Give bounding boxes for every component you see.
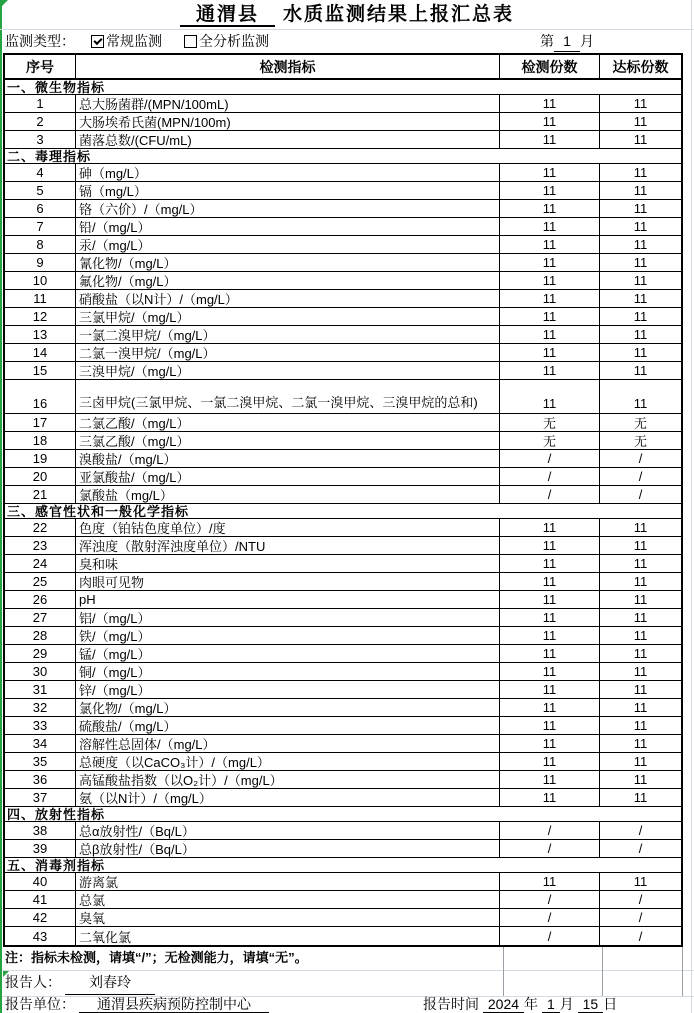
tested-count-cell: 11 bbox=[500, 95, 600, 112]
section-header: 五、消毒剂指标 bbox=[5, 858, 681, 873]
tested-count-cell: 11 bbox=[500, 308, 600, 325]
tested-count-cell: / bbox=[500, 822, 600, 839]
passed-count-cell: 11 bbox=[633, 96, 648, 111]
indicator-cell: 三氯乙酸/（mg/L） bbox=[76, 432, 500, 449]
indicator-cell: 氨（以N计）/（mg/L） bbox=[76, 789, 500, 806]
passed-count-cell: 11 bbox=[633, 309, 648, 324]
passed-count-cell: 11 bbox=[633, 363, 648, 378]
table-row bbox=[5, 432, 681, 450]
report-month bbox=[540, 31, 594, 52]
sheet-gridline-vertical bbox=[691, 0, 692, 1013]
table-row bbox=[5, 627, 681, 645]
tested-count-cell: / bbox=[500, 840, 600, 857]
tested-count-cell: 11 bbox=[500, 344, 600, 361]
year-unit: 年 bbox=[524, 996, 539, 1012]
reporter-name: 刘春玲 bbox=[65, 970, 155, 995]
monitor-type-label: 监测类型： bbox=[5, 33, 75, 49]
passed-count-cell: 11 bbox=[633, 273, 648, 288]
row-no-cell: 20 bbox=[5, 468, 76, 485]
tested-count-cell: 11 bbox=[500, 645, 600, 662]
passed-count-cell: 11 bbox=[633, 255, 648, 270]
passed-count-cell: 11 bbox=[633, 556, 648, 571]
row-no-cell: 5 bbox=[5, 182, 76, 199]
passed-count-cell: 11 bbox=[633, 790, 648, 805]
tested-count-cell: 11 bbox=[500, 254, 600, 271]
indicator-cell: 总α放射性/（Bq/L） bbox=[76, 822, 500, 839]
passed-count-cell: 11 bbox=[633, 574, 648, 589]
row-no-cell: 28 bbox=[5, 627, 76, 644]
tested-count-cell: 11 bbox=[500, 182, 600, 199]
table-row bbox=[5, 272, 681, 290]
passed-count-cell: 11 bbox=[633, 327, 648, 342]
table-row bbox=[5, 254, 681, 272]
indicator-cell: 二氯一溴甲烷/（mg/L） bbox=[76, 344, 500, 361]
indicator-cell: 铬（六价）/（mg/L） bbox=[76, 200, 500, 217]
checked-checkbox-icon[interactable] bbox=[91, 35, 104, 48]
county-name: 通渭县 bbox=[180, 4, 275, 27]
row-no-cell: 38 bbox=[5, 822, 76, 839]
tested-count-cell: 11 bbox=[500, 555, 600, 572]
row-no-cell: 15 bbox=[5, 362, 76, 379]
table-row bbox=[5, 609, 681, 627]
table-row bbox=[5, 717, 681, 735]
passed-count-cell: / bbox=[638, 928, 643, 944]
tested-count-cell: 11 bbox=[500, 362, 600, 379]
indicator-cell: 硝酸盐（以N计）/（mg/L） bbox=[76, 290, 500, 307]
indicator-cell: 游离氯 bbox=[76, 873, 500, 890]
table-row bbox=[5, 362, 681, 380]
row-no-cell: 42 bbox=[5, 909, 76, 926]
day-unit: 日 bbox=[603, 996, 618, 1012]
month-value: 1 bbox=[554, 31, 580, 52]
row-no-cell: 39 bbox=[5, 840, 76, 857]
passed-count-cell: 11 bbox=[633, 165, 648, 180]
tested-count-cell: 11 bbox=[500, 609, 600, 626]
table-row bbox=[5, 789, 681, 807]
indicator-cell: 臭氧 bbox=[76, 909, 500, 926]
tested-count-cell: 11 bbox=[500, 200, 600, 217]
table-row bbox=[5, 840, 681, 858]
routine-monitor-option[interactable] bbox=[91, 31, 162, 51]
full-analysis-label: 全分析监测 bbox=[199, 33, 269, 49]
indicator-cell: 溴酸盐/（mg/L） bbox=[76, 450, 500, 467]
year-value: 2024 bbox=[483, 996, 524, 1013]
table-row bbox=[5, 182, 681, 200]
section-header: 二、毒理指标 bbox=[5, 149, 681, 164]
tested-count-cell: 11 bbox=[500, 131, 600, 148]
month-unit: 月 bbox=[559, 996, 574, 1012]
indicator-cell: 铜/（mg/L） bbox=[76, 663, 500, 680]
passed-count-cell: 11 bbox=[633, 183, 648, 198]
table-row bbox=[5, 555, 681, 573]
tested-count-cell: 11 bbox=[500, 113, 600, 130]
row-no-cell: 40 bbox=[5, 873, 76, 890]
row-no-cell: 4 bbox=[5, 164, 76, 181]
passed-count-cell: 11 bbox=[633, 736, 648, 751]
row-no-cell: 22 bbox=[5, 519, 76, 536]
table-row bbox=[5, 218, 681, 236]
passed-count-cell: 11 bbox=[633, 754, 648, 769]
indicator-cell: 锰/（mg/L） bbox=[76, 645, 500, 662]
passed-count-cell: 11 bbox=[633, 291, 648, 306]
row-no-cell: 25 bbox=[5, 573, 76, 590]
row-no-cell: 18 bbox=[5, 432, 76, 449]
tested-count-cell: / bbox=[500, 909, 600, 926]
row-no-cell: 31 bbox=[5, 681, 76, 698]
row-no-cell: 9 bbox=[5, 254, 76, 271]
reporter-row bbox=[3, 970, 683, 996]
month-prefix: 第 bbox=[540, 33, 554, 49]
passed-count-cell: 无 bbox=[633, 434, 647, 449]
tested-count-cell: 11 bbox=[500, 218, 600, 235]
row-no-cell: 8 bbox=[5, 236, 76, 253]
table-row bbox=[5, 131, 681, 149]
indicator-cell: 总β放射性/（Bq/L） bbox=[76, 840, 500, 857]
tested-count-cell: 11 bbox=[500, 537, 600, 554]
indicator-cell: 三卤甲烷(三氯甲烷、一氯二溴甲烷、二氯一溴甲烷、三溴甲烷的总和) bbox=[76, 380, 500, 413]
passed-count-cell: 11 bbox=[633, 628, 648, 643]
passed-count-cell: 11 bbox=[633, 592, 648, 607]
tested-count-cell: / bbox=[500, 891, 600, 908]
indicator-cell: 锌/（mg/L） bbox=[76, 681, 500, 698]
time-label: 报告时间 bbox=[423, 996, 479, 1012]
routine-monitor-label: 常规监测 bbox=[106, 33, 162, 49]
tested-count-cell: / bbox=[500, 927, 600, 945]
row-no-cell: 3 bbox=[5, 131, 76, 148]
tested-count-cell: 11 bbox=[500, 573, 600, 590]
table-row bbox=[5, 200, 681, 218]
reporter-label: 报告人： bbox=[5, 974, 61, 990]
tested-count-cell: / bbox=[500, 468, 600, 485]
tested-count-cell: 11 bbox=[500, 591, 600, 608]
tested-count-cell: 11 bbox=[500, 789, 600, 806]
table-row bbox=[5, 699, 681, 717]
indicator-cell: 亚氯酸盐/（mg/L） bbox=[76, 468, 500, 485]
indicator-cell: 氯酸盐（mg/L） bbox=[76, 486, 500, 503]
table-row bbox=[5, 591, 681, 609]
passed-count-cell: 无 bbox=[633, 416, 647, 431]
tested-count-cell: 11 bbox=[500, 272, 600, 289]
tested-count-cell: 11 bbox=[500, 236, 600, 253]
tested-count-cell: 11 bbox=[500, 627, 600, 644]
report-unit-row bbox=[3, 996, 694, 1013]
full-analysis-option[interactable] bbox=[184, 31, 269, 51]
table-row bbox=[5, 519, 681, 537]
col-header-tested: 检测份数 bbox=[500, 55, 600, 78]
passed-count-cell: 11 bbox=[633, 219, 648, 234]
section-header: 四、放射性指标 bbox=[5, 807, 681, 822]
title-text: 水质监测结果上报汇总表 bbox=[283, 4, 515, 25]
row-no-cell: 17 bbox=[5, 414, 76, 431]
table-row bbox=[5, 537, 681, 555]
table-row bbox=[5, 468, 681, 486]
table-row bbox=[5, 164, 681, 182]
passed-count-cell: 11 bbox=[633, 682, 648, 697]
passed-count-cell: 11 bbox=[633, 396, 648, 411]
indicator-cell: pH bbox=[76, 591, 500, 608]
table-row bbox=[5, 486, 681, 504]
row-no-cell: 37 bbox=[5, 789, 76, 806]
section-header: 三、感官性状和一般化学指标 bbox=[5, 504, 681, 519]
tested-count-cell: 11 bbox=[500, 519, 600, 536]
tested-count-cell: / bbox=[500, 486, 600, 503]
indicator-cell: 铁/（mg/L） bbox=[76, 627, 500, 644]
row-no-cell: 14 bbox=[5, 344, 76, 361]
table-header-row bbox=[5, 55, 681, 80]
tested-count-cell: 11 bbox=[500, 663, 600, 680]
day-value: 15 bbox=[578, 996, 604, 1013]
table-row bbox=[5, 891, 681, 909]
indicator-cell: 汞/（mg/L） bbox=[76, 236, 500, 253]
indicator-cell: 镉（mg/L） bbox=[76, 182, 500, 199]
unit-name: 通渭县疾病预防控制中心 bbox=[79, 996, 269, 1013]
monitor-type-row bbox=[3, 31, 683, 53]
row-no-cell: 1 bbox=[5, 95, 76, 112]
passed-count-cell: / bbox=[638, 841, 643, 856]
col-header-indicator: 检测指标 bbox=[76, 55, 500, 78]
passed-count-cell: / bbox=[638, 892, 643, 907]
row-no-cell: 36 bbox=[5, 771, 76, 788]
footnote: 注：指标未检测，请填“/”；无检测能力，请填“无”。 bbox=[5, 950, 308, 965]
row-no-cell: 24 bbox=[5, 555, 76, 572]
indicator-cell: 一氯二溴甲烷/（mg/L） bbox=[76, 326, 500, 343]
row-no-cell: 7 bbox=[5, 218, 76, 235]
tested-count-cell: 11 bbox=[500, 681, 600, 698]
unchecked-checkbox-icon[interactable] bbox=[184, 35, 197, 48]
passed-count-cell: 11 bbox=[633, 538, 648, 553]
indicator-cell: 二氧化氯 bbox=[76, 927, 500, 945]
indicator-cell: 氰化物/（mg/L） bbox=[76, 254, 500, 271]
row-no-cell: 10 bbox=[5, 272, 76, 289]
row-no-cell: 16 bbox=[5, 380, 76, 413]
indicator-cell: 三溴甲烷/（mg/L） bbox=[76, 362, 500, 379]
tested-count-cell: 11 bbox=[500, 164, 600, 181]
month-number: 1 bbox=[542, 996, 560, 1013]
indicator-cell: 铝/（mg/L） bbox=[76, 609, 500, 626]
indicator-cell: 大肠埃希氏菌(MPN/100m) bbox=[76, 113, 500, 130]
passed-count-cell: 11 bbox=[633, 610, 648, 625]
passed-count-cell: 11 bbox=[633, 132, 648, 147]
indicator-cell: 肉眼可见物 bbox=[76, 573, 500, 590]
table-row bbox=[5, 909, 681, 927]
table-row bbox=[5, 735, 681, 753]
table-row bbox=[5, 450, 681, 468]
row-no-cell: 23 bbox=[5, 537, 76, 554]
table-row bbox=[5, 236, 681, 254]
tested-count-cell: 11 bbox=[500, 753, 600, 770]
table-row bbox=[5, 573, 681, 591]
table-row bbox=[5, 753, 681, 771]
report-title bbox=[0, 0, 694, 30]
tested-count-cell: 11 bbox=[500, 326, 600, 343]
table-row bbox=[5, 113, 681, 131]
table-row bbox=[5, 290, 681, 308]
tested-count-cell: 11 bbox=[500, 290, 600, 307]
tested-count-cell: 11 bbox=[500, 380, 600, 413]
row-no-cell: 43 bbox=[5, 927, 76, 945]
row-no-cell: 6 bbox=[5, 200, 76, 217]
passed-count-cell: 11 bbox=[633, 520, 648, 535]
passed-count-cell: / bbox=[638, 823, 643, 838]
monitor-type-options bbox=[91, 31, 269, 51]
table-body bbox=[5, 80, 681, 945]
indicator-cell: 色度（铂钴色度单位）/度 bbox=[76, 519, 500, 536]
indicator-cell: 臭和味 bbox=[76, 555, 500, 572]
indicator-cell: 铅/（mg/L） bbox=[76, 218, 500, 235]
row-no-cell: 26 bbox=[5, 591, 76, 608]
row-no-cell: 13 bbox=[5, 326, 76, 343]
tested-count-cell: 11 bbox=[500, 771, 600, 788]
row-no-cell: 27 bbox=[5, 609, 76, 626]
tested-count-cell: 11 bbox=[500, 735, 600, 752]
tested-count-cell: / bbox=[500, 450, 600, 467]
row-no-cell: 34 bbox=[5, 735, 76, 752]
col-header-no: 序号 bbox=[5, 55, 76, 78]
indicator-cell: 砷（mg/L） bbox=[76, 164, 500, 181]
month-suffix: 月 bbox=[580, 33, 594, 49]
indicator-cell: 浑浊度（散射浑浊度单位）/NTU bbox=[76, 537, 500, 554]
table-row bbox=[5, 873, 681, 891]
passed-count-cell: 11 bbox=[633, 345, 648, 360]
indicator-cell: 总硬度（以CaCO₃计）/（mg/L） bbox=[76, 753, 500, 770]
table-row bbox=[5, 414, 681, 432]
passed-count-cell: / bbox=[638, 451, 643, 466]
passed-count-cell: 11 bbox=[633, 664, 648, 679]
report-table bbox=[3, 53, 683, 947]
table-row bbox=[5, 308, 681, 326]
table-row bbox=[5, 822, 681, 840]
passed-count-cell: / bbox=[638, 910, 643, 925]
row-no-cell: 33 bbox=[5, 717, 76, 734]
passed-count-cell: 11 bbox=[633, 646, 648, 661]
report-time bbox=[423, 996, 617, 1013]
table-row bbox=[5, 771, 681, 789]
indicator-cell: 硫酸盐/（mg/L） bbox=[76, 717, 500, 734]
indicator-cell: 二氯乙酸/（mg/L） bbox=[76, 414, 500, 431]
row-no-cell: 2 bbox=[5, 113, 76, 130]
passed-count-cell: 11 bbox=[633, 201, 648, 216]
col-header-passed: 达标份数 bbox=[612, 58, 669, 75]
row-no-cell: 11 bbox=[5, 290, 76, 307]
tested-count-cell: 无 bbox=[500, 414, 600, 431]
indicator-cell: 高锰酸盐指数（以O₂计）/（mg/L） bbox=[76, 771, 500, 788]
passed-count-cell: / bbox=[638, 487, 643, 502]
row-no-cell: 12 bbox=[5, 308, 76, 325]
row-no-cell: 19 bbox=[5, 450, 76, 467]
indicator-cell: 溶解性总固体/（mg/L） bbox=[76, 735, 500, 752]
table-row bbox=[5, 645, 681, 663]
tested-count-cell: 11 bbox=[500, 873, 600, 890]
table-row bbox=[5, 681, 681, 699]
table-row bbox=[5, 95, 681, 113]
unit-label: 报告单位： bbox=[5, 996, 75, 1012]
indicator-cell: 总大肠菌群/(MPN/100mL) bbox=[76, 95, 500, 112]
tested-count-cell: 11 bbox=[500, 717, 600, 734]
tested-count-cell: 无 bbox=[500, 432, 600, 449]
row-no-cell: 30 bbox=[5, 663, 76, 680]
passed-count-cell: 11 bbox=[633, 718, 648, 733]
table-row bbox=[5, 927, 681, 945]
passed-count-cell: 11 bbox=[633, 700, 648, 715]
indicator-cell: 菌落总数/(CFU/mL) bbox=[76, 131, 500, 148]
section-header: 一、微生物指标 bbox=[5, 80, 681, 95]
table-row bbox=[5, 344, 681, 362]
table-row bbox=[5, 380, 681, 414]
row-no-cell: 32 bbox=[5, 699, 76, 716]
passed-count-cell: / bbox=[638, 469, 643, 484]
passed-count-cell: 11 bbox=[633, 772, 648, 787]
passed-count-cell: 11 bbox=[633, 114, 648, 129]
table-row bbox=[5, 663, 681, 681]
table-row bbox=[5, 326, 681, 344]
row-no-cell: 21 bbox=[5, 486, 76, 503]
row-no-cell: 35 bbox=[5, 753, 76, 770]
indicator-cell: 氯化物/（mg/L） bbox=[76, 699, 500, 716]
check-mark-icon bbox=[93, 35, 102, 44]
passed-count-cell: 11 bbox=[633, 874, 648, 889]
passed-count-cell: 11 bbox=[633, 237, 648, 252]
indicator-cell: 氟化物/（mg/L） bbox=[76, 272, 500, 289]
row-no-cell: 41 bbox=[5, 891, 76, 908]
tested-count-cell: 11 bbox=[500, 699, 600, 716]
indicator-cell: 三氯甲烷/（mg/L） bbox=[76, 308, 500, 325]
selection-green-edge bbox=[0, 0, 2, 1013]
indicator-cell: 总氯 bbox=[76, 891, 500, 908]
row-no-cell: 29 bbox=[5, 645, 76, 662]
